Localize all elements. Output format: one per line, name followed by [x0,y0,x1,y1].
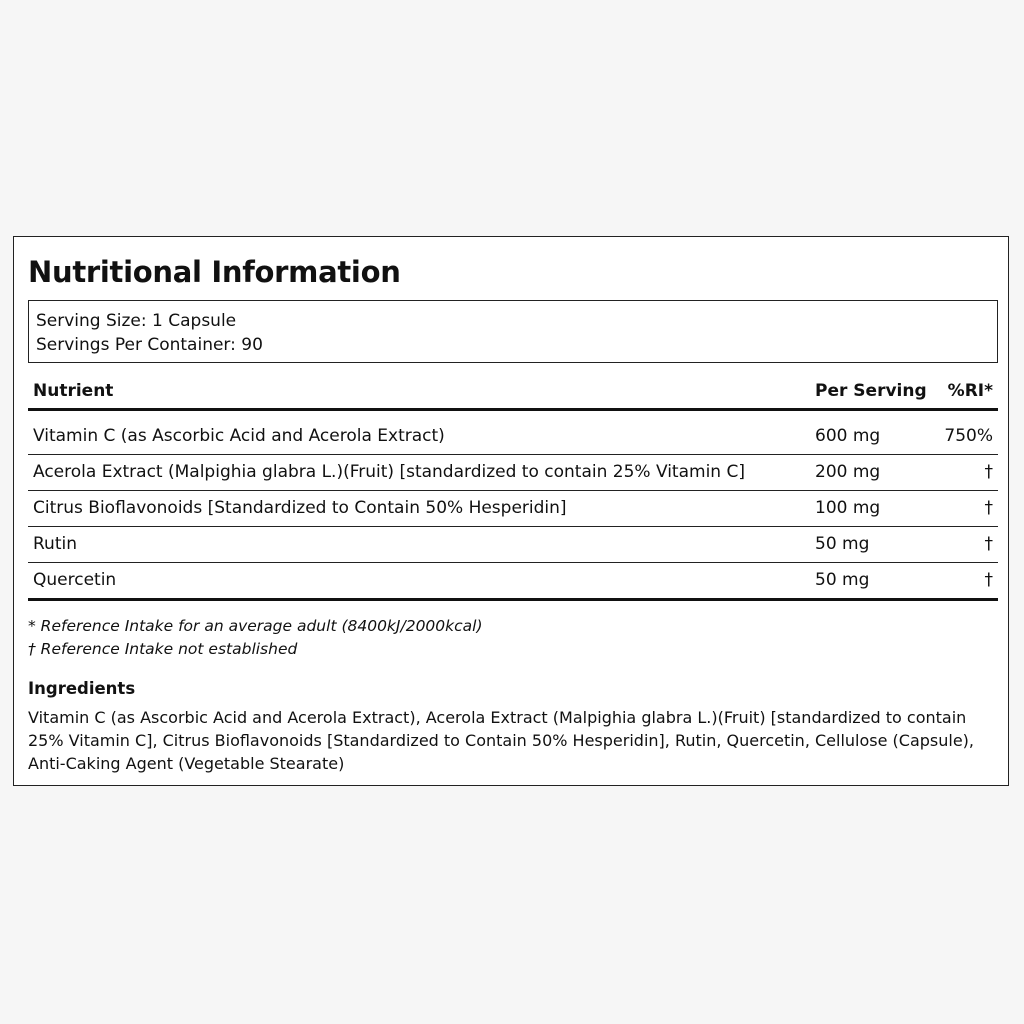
nutrient-name: Quercetin [33,570,117,590]
nutrient-name: Acerola Extract (Malpighia glabra L.)(Fruit) [standardized to contain 25% Vitamin C] [33,462,745,482]
nutrient-ri: † [984,498,993,518]
table-header [28,375,998,411]
serving-info-box [28,300,998,363]
nutrient-name: Citrus Bioflavonoids [Standardized to Contain 50% Hesperidin] [33,498,567,518]
header-per-serving: Per Serving [815,381,927,401]
footnotes [28,615,998,661]
nutrient-name: Rutin [33,534,77,554]
nutrient-amount: 50 mg [815,534,870,554]
ingredients-heading: Ingredients [28,679,136,698]
servings-per-container: Servings Per Container: 90 [36,335,263,355]
header-nutrient: Nutrient [33,381,114,401]
nutrient-ri: † [984,570,993,590]
nutrient-amount: 100 mg [815,498,881,518]
table-body [28,411,998,601]
nutrient-amount: 600 mg [815,426,881,446]
nutrient-amount: 200 mg [815,462,881,482]
table-row [28,419,998,454]
nutrient-ri: 750% [944,426,993,446]
serving-size: Serving Size: 1 Capsule [36,311,237,331]
table-row [28,490,998,526]
footnote-not-established: † Reference Intake not established [28,640,298,658]
nutrition-label-panel [13,236,1009,786]
nutrient-table [28,375,998,601]
header-ri: %RI* [947,381,993,401]
nutrient-ri: † [984,534,993,554]
table-row [28,454,998,490]
table-row [28,562,998,598]
nutrient-amount: 50 mg [815,570,870,590]
nutrient-ri: † [984,462,993,482]
footnote-reference-intake: * Reference Intake for an average adult (8400kJ/2000kcal) [28,617,483,635]
nutrient-name: Vitamin C (as Ascorbic Acid and Acerola Extract) [33,426,445,446]
ingredients-text: Vitamin C (as Ascorbic Acid and Acerola Extract), Acerola Extract (Malpighia glabra L.)(Fruit) [standardized to contain 25% Vitamin C], Citrus Bioflavonoids [Standardized to Contain 50% Hesperidin], Rutin, Quercetin, Cellulose (Capsule), Anti-Caking Agent (Vegetable Stearate) [28,708,975,773]
table-row [28,526,998,562]
label-title: Nutritional Information [28,255,401,289]
